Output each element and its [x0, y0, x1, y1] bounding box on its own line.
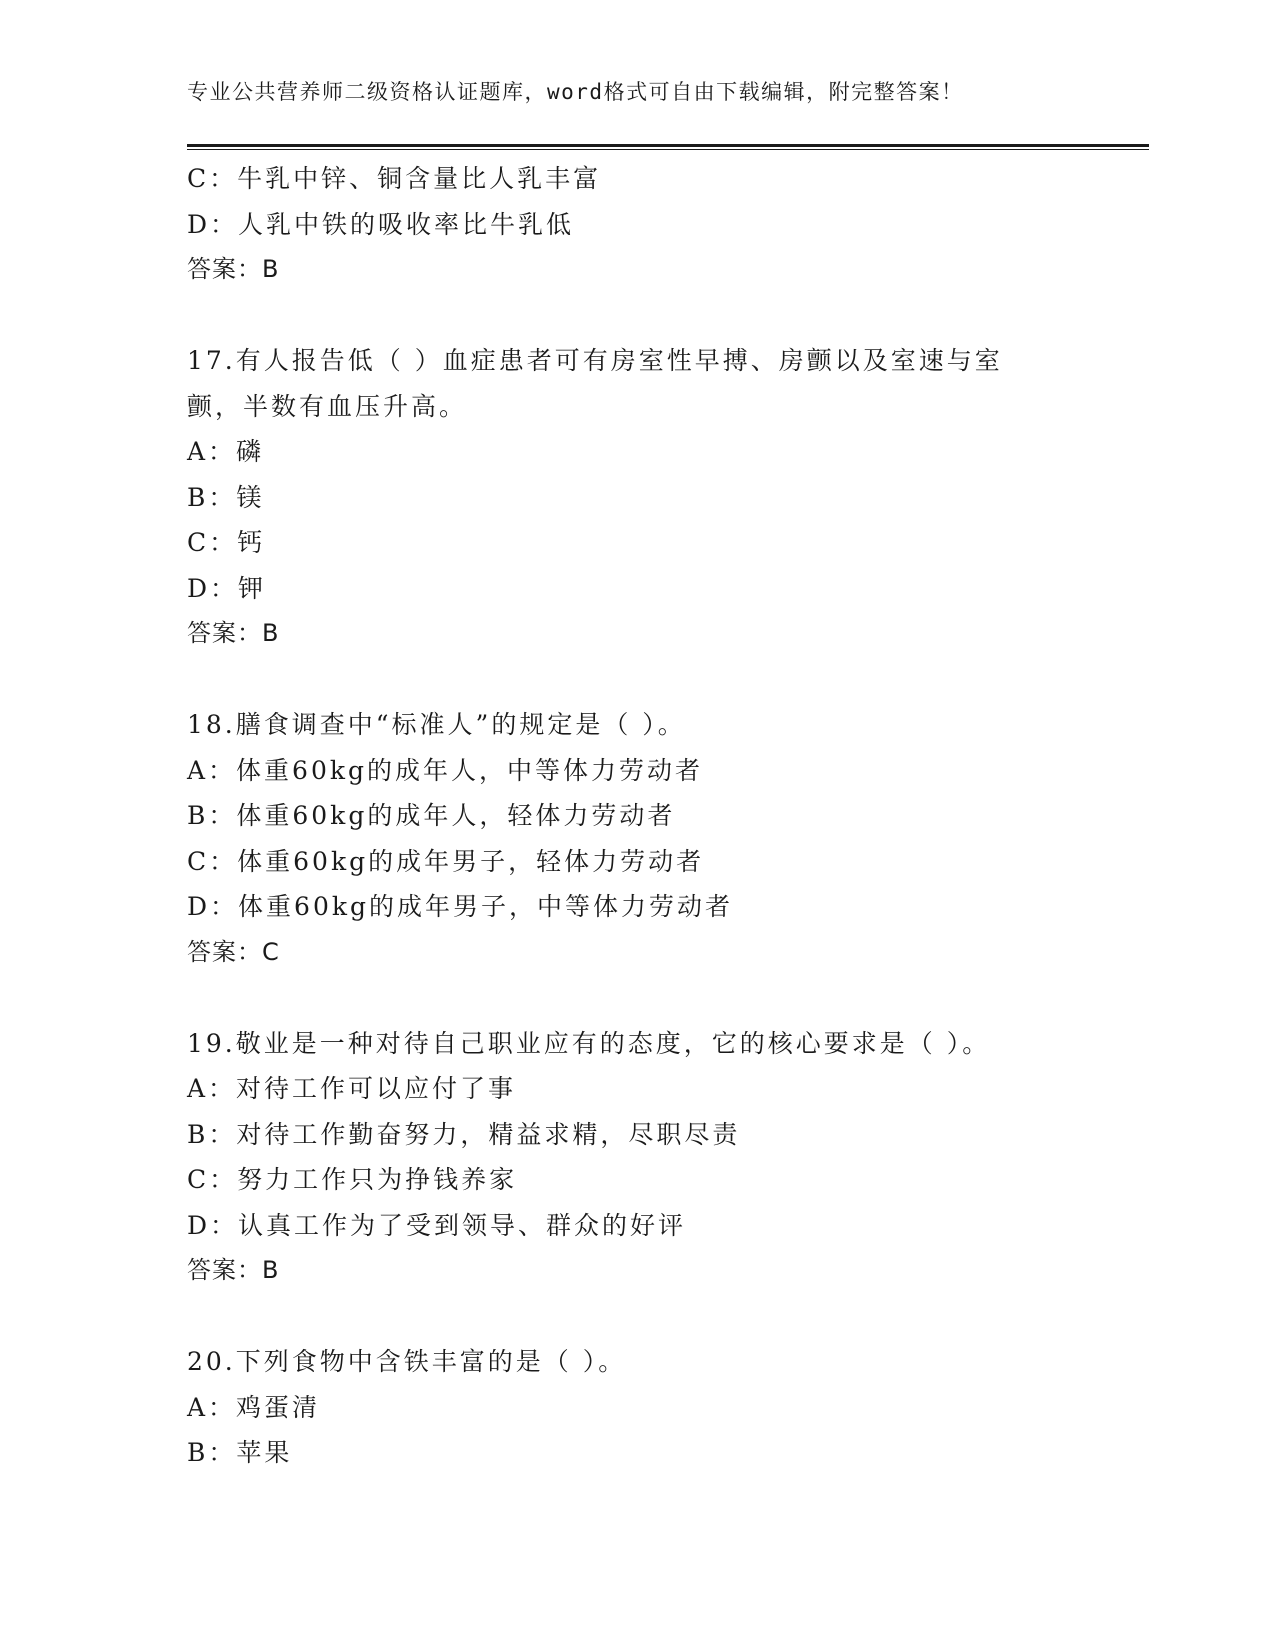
option-b: B：镁	[187, 482, 265, 512]
answer: 答案：B	[187, 255, 280, 283]
option-a: A：磷	[187, 437, 265, 466]
option-b: B：体重60kg的成年人，轻体力劳动者	[187, 801, 676, 830]
option-a: A：对待工作可以应付了事	[187, 1074, 517, 1103]
spacer	[187, 657, 1087, 703]
answer: 答案：C	[187, 937, 280, 966]
option-c: C：体重60kg的成年男子，轻体力劳动者	[187, 846, 705, 876]
option-a: A：体重60kg的成年人，中等体力劳动者	[187, 755, 704, 785]
question-20	[187, 1339, 1087, 1476]
spacer	[187, 293, 1087, 339]
option-b: B：苹果	[187, 1438, 293, 1467]
question-stem: 19.敬业是一种对待自己职业应有的态度，它的核心要求是（ ）。	[187, 1028, 991, 1058]
option-c: C：钙	[187, 528, 266, 557]
option-d: D：认真工作为了受到领导、群众的好评	[187, 1210, 687, 1240]
option-c: C：努力工作只为挣钱养家	[187, 1165, 518, 1194]
option-a: A：鸡蛋清	[187, 1392, 321, 1422]
question-17	[187, 338, 1087, 657]
question-16-tail	[187, 156, 1087, 293]
option-d: D：人乳中铁的吸收率比牛乳低	[187, 209, 575, 239]
option-b: B：对待工作勤奋努力，精益求精，尽职尽责	[187, 1119, 741, 1149]
question-stem-continued: 颤，半数有血压升高。	[187, 391, 468, 421]
question-stem: 20.下列食物中含铁丰富的是（ ）。	[187, 1347, 627, 1376]
question-stem: 17.有人报告低（ ）血症患者可有房室性早搏、房颤以及室速与室	[187, 346, 1003, 375]
option-d: D：体重60kg的成年男子，中等体力劳动者	[187, 892, 734, 921]
spacer	[187, 975, 1087, 1021]
option-c: C：牛乳中锌、铜含量比人乳丰富	[187, 164, 602, 193]
header-rule-thick	[187, 144, 1149, 147]
answer: 答案：B	[187, 1256, 280, 1284]
page-header: 专业公共营养师二级资格认证题库，word格式可自由下载编辑，附完整答案！	[187, 80, 964, 104]
question-stem: 18.膳食调查中“标准人”的规定是（ ）。	[187, 710, 686, 739]
question-18	[187, 702, 1087, 975]
option-d: D：钾	[187, 573, 267, 603]
question-list	[187, 156, 1087, 1476]
header-rule-thin	[187, 149, 1149, 150]
answer: 答案：B	[187, 619, 280, 647]
spacer	[187, 1294, 1087, 1340]
question-19	[187, 1021, 1087, 1294]
